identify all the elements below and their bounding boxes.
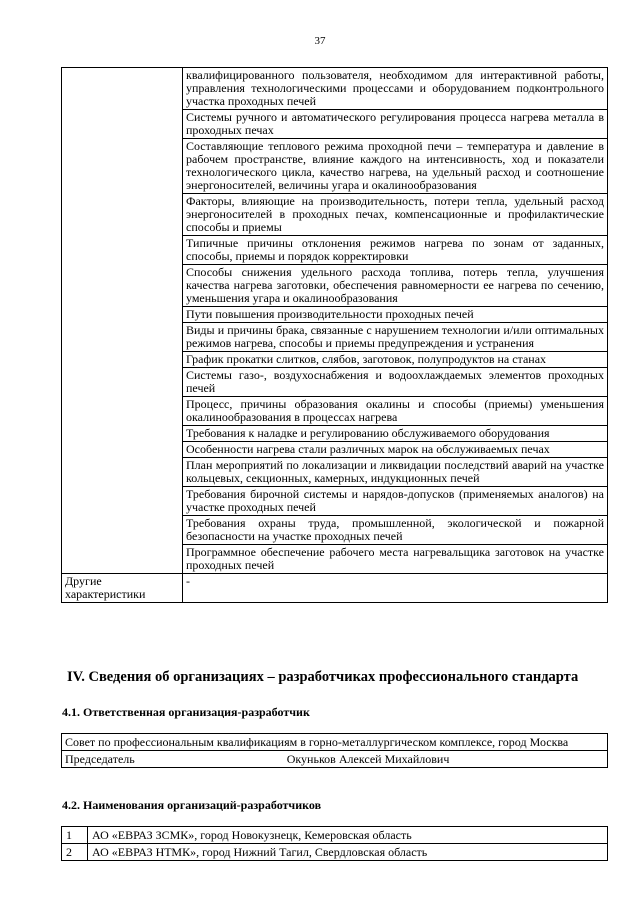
table-cell: План мероприятий по локализации и ликвидации последствий аварий на участке кольцевых, секционных, камерных, индукционных печей xyxy=(183,458,608,487)
page-number: 37 xyxy=(314,35,326,47)
knowledge-table xyxy=(61,67,608,603)
developer-orgs-table xyxy=(61,826,608,861)
table-cell: Системы ручного и автоматического регулирования процесса нагрева металла в проходных печах xyxy=(183,110,608,139)
table-row xyxy=(62,844,608,861)
table-cell: Программное обеспечение рабочего места нагревальщика заготовок на участке проходных печей xyxy=(183,545,608,574)
chair-name: Окуньков Алексей Михайлович xyxy=(286,752,450,766)
table-cell: Процесс, причины образования окалины и способы (приемы) уменьшения окалинообразования в процессах нагрева xyxy=(183,397,608,426)
table-cell: Системы газо-, воздухоснабжения и водоохлаждаемых элементов проходных печей xyxy=(183,368,608,397)
table-row xyxy=(62,751,608,768)
section-iv-title: IV. Сведения об организациях – разработчиках профессионального стандарта xyxy=(67,669,579,685)
table-cell: Составляющие теплового режима проходной печи – температура и давление в рабочем пространстве, влияние каждого на интенсивность, ход и показатели технологического цикла, качество нагрева, на удельный расход и соотношение энергоносителей, величины угара и окалинообразования xyxy=(183,139,608,194)
table-row xyxy=(62,68,608,110)
other-characteristics-label: Другие характеристики xyxy=(62,574,183,603)
developer-name: АО «ЕВРАЗ НТМК», город Нижний Тагил, Свердловская область xyxy=(88,844,608,861)
chair-label: Председатель xyxy=(65,752,135,766)
table-cell: График прокатки слитков, слябов, заготовок, полупродуктов на станах xyxy=(183,352,608,368)
other-characteristics-value: - xyxy=(183,574,608,603)
table-cell: Факторы, влияющие на производительность, потери тепла, удельный расход энергоносителей в проходных печах, компенсационные и профилактические способы и приемы xyxy=(183,194,608,236)
responsible-org-name: Совет по профессиональным квалификациям в горно-металлургическом комплексе, город Москва xyxy=(62,734,608,751)
chair-row xyxy=(62,751,608,768)
table-cell: Виды и причины брака, связанные с нарушением технологии и/или оптимальных режимов нагрева, способы и приемы предупреждения и устранения xyxy=(183,323,608,352)
table-cell: Требования охраны труда, промышленной, экологической и пожарной безопасности на участке проходных печей xyxy=(183,516,608,545)
responsible-org-table xyxy=(61,733,608,768)
developer-num: 1 xyxy=(62,827,88,844)
table-cell: Способы снижения удельного расхода топлива, потерь тепла, улучшения качества нагрева заготовки, обеспечения равномерности ее нагрева по сечению, уменьшения угара и окалинообразования xyxy=(183,265,608,307)
table-row xyxy=(62,734,608,751)
developer-num: 2 xyxy=(62,844,88,861)
table-cell: Типичные причины отклонения режимов нагрева по зонам от заданных, способы, приемы и порядок корректировки xyxy=(183,236,608,265)
developer-name: АО «ЕВРАЗ ЗСМК», город Новокузнецк, Кемеровская область xyxy=(88,827,608,844)
empty-label-cell xyxy=(62,68,183,574)
table-row xyxy=(62,827,608,844)
table-cell: Особенности нагрева стали различных марок на обслуживаемых печах xyxy=(183,442,608,458)
table-cell: квалифицированного пользователя, необходимом для интерактивной работы, управления технологическими процессами и оборудованием подконтрольного участка проходных печей xyxy=(183,68,608,110)
table-cell: Требования бирочной системы и нарядов-допусков (применяемых аналогов) на участке проходных печей xyxy=(183,487,608,516)
developer-orgs-heading: 4.2. Наименования организаций-разработчиков xyxy=(62,798,322,812)
table-cell: Требования к наладке и регулированию обслуживаемого оборудования xyxy=(183,426,608,442)
table-cell: Пути повышения производительности проходных печей xyxy=(183,307,608,323)
table-row xyxy=(62,574,608,603)
responsible-org-heading: 4.1. Ответственная организация-разработчик xyxy=(62,705,310,719)
